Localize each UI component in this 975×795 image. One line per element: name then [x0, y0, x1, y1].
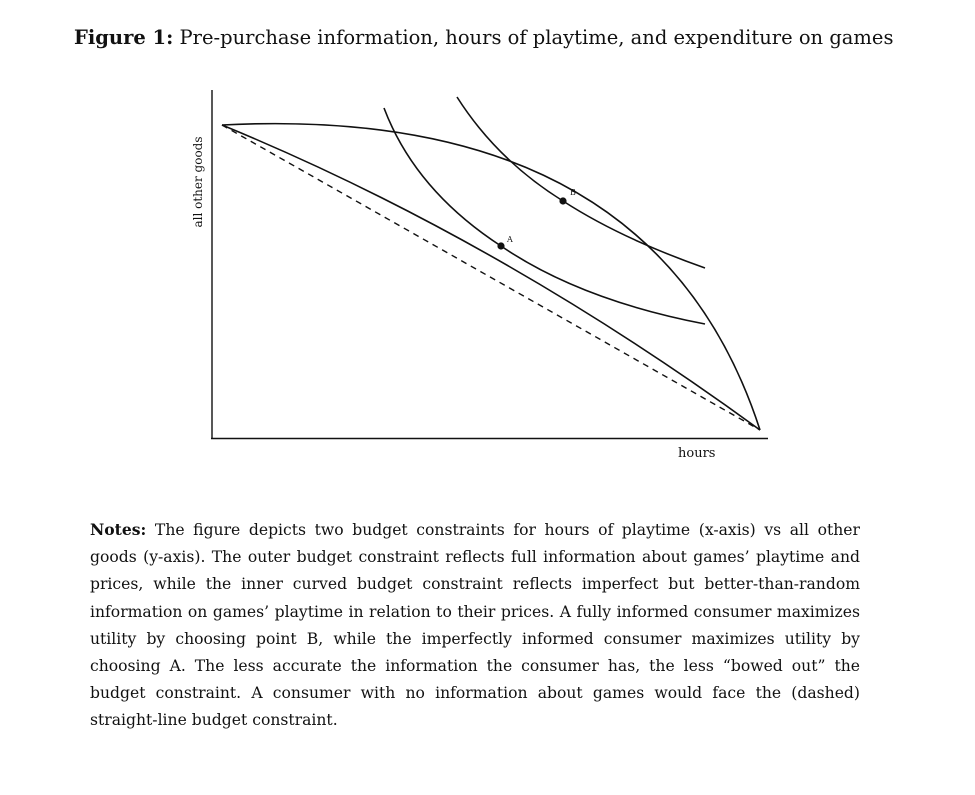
no-information-budget-line: [222, 125, 760, 430]
point-a: [497, 242, 504, 249]
x-axis-label: hours: [678, 446, 716, 461]
figure-label: Figure 1:: [74, 26, 174, 49]
point-b: [559, 197, 566, 204]
y-axis-label: all other goods: [191, 136, 205, 228]
figure-notes: [90, 516, 860, 735]
notes-text: The figure depicts two budget constraints for hours of playtime (x-axis) vs all other goods (y-axis). The outer budget constraint reflects full information about games’ playtime and prices, while the inner curved budget constraint reflects imperfect but better-than-random information on games’ playtime in relation to their prices. A fully informed consumer maximizes utility by choosing point B, while the imperfectly informed consumer maximizes utility by choosing A. The less accurate the information the consumer has, the less “bowed out” the budget constraint. A consumer with no information about games would face the (dashed) straight-line budget constraint.: [90, 521, 860, 730]
figure-caption: Pre-purchase information, hours of playtime, and expenditure on games: [179, 26, 894, 49]
notes-label: Notes:: [90, 520, 147, 539]
point-a-label: A: [507, 235, 513, 244]
point-b-label: B: [570, 188, 576, 197]
indifference-curve-a: [384, 108, 705, 324]
